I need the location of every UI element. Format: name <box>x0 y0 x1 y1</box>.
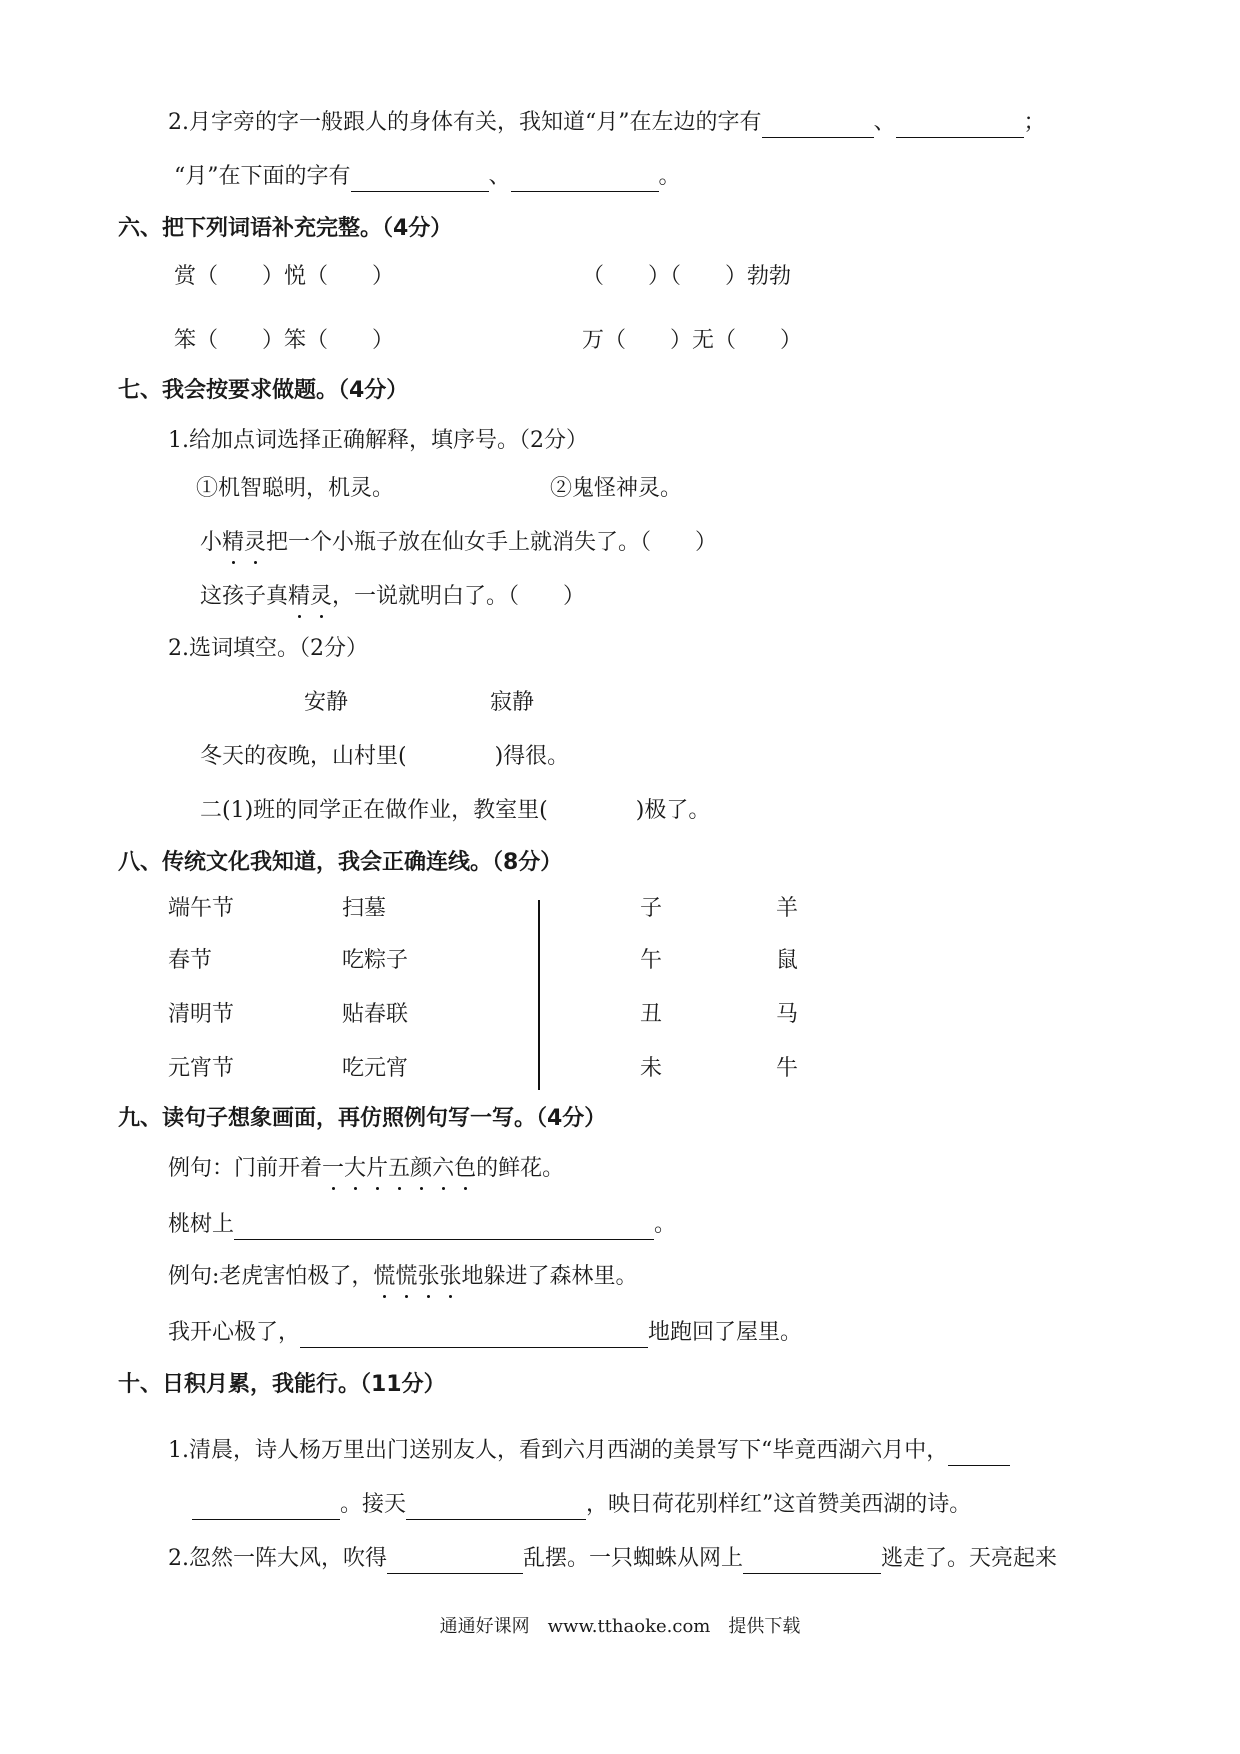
festival-item: 清明节 <box>168 1002 235 1027</box>
q8-heading: 八、传统文化我知道，我会正确连线。（8分） <box>118 850 563 875</box>
festival-item: 端午节 <box>168 896 235 921</box>
custom-item: 扫墓 <box>342 896 387 921</box>
animal-item: 鼠 <box>776 948 799 973</box>
answer-blank[interactable] <box>351 167 489 192</box>
text: 把一个小瓶子放在仙女手上就消失了。（ ） <box>266 530 718 555</box>
separator: 、 <box>873 110 896 135</box>
answer-blank[interactable] <box>192 1495 340 1520</box>
text: 的鲜花。 <box>476 1156 565 1181</box>
text: 例句：门前开着 <box>168 1156 323 1181</box>
q7-option2: ②鬼怪神灵。 <box>550 476 683 501</box>
custom-item: 吃元宵 <box>342 1056 409 1081</box>
separator: 、 <box>488 164 511 189</box>
answer-blank[interactable] <box>406 1495 586 1520</box>
dotted-char: 灵 <box>244 528 266 558</box>
answer-blank[interactable] <box>511 167 659 192</box>
dotted-char: 大 <box>344 1154 366 1184</box>
q10-item1-line1 <box>168 1436 1010 1466</box>
festival-item: 元宵节 <box>168 1056 235 1081</box>
q7-sentence2 <box>200 582 585 612</box>
branch-item: 未 <box>640 1056 663 1081</box>
q5-item2-line1 <box>168 108 1046 138</box>
dotted-char: 慌 <box>373 1262 395 1292</box>
q6-row1-right: （ ）（ ）勃勃 <box>582 264 792 289</box>
branch-item: 子 <box>640 896 663 921</box>
answer-blank[interactable] <box>948 1441 1010 1466</box>
dotted-char: 精 <box>288 582 310 612</box>
custom-item: 吃粽子 <box>342 948 409 973</box>
custom-item: 贴春联 <box>342 1002 409 1027</box>
q6-row1-left: 赏（ ）悦（ ） <box>174 264 395 289</box>
animal-item: 牛 <box>776 1056 799 1081</box>
text: 地跑回了屋里。 <box>648 1320 803 1345</box>
dotted-char: 精 <box>222 528 244 558</box>
text: 这孩子真 <box>200 584 289 609</box>
q5-item2-text2: “月”在下面的字有 <box>174 164 351 189</box>
text: 。接天 <box>340 1492 407 1517</box>
divider-line <box>538 900 540 1090</box>
dotted-char: 慌 <box>395 1262 417 1292</box>
period: 。 <box>658 164 681 189</box>
dotted-char: 张 <box>439 1262 461 1292</box>
q7-sentence1 <box>200 528 717 558</box>
dotted-char: 片 <box>366 1154 388 1184</box>
text: 地躲进了森林里。 <box>461 1264 638 1289</box>
q10-heading: 十、日积月累，我能行。（11分） <box>118 1372 446 1397</box>
dotted-char: 一 <box>322 1154 344 1184</box>
dotted-char: 张 <box>417 1262 439 1292</box>
dotted-char: 色 <box>454 1154 476 1184</box>
text: 桃树上 <box>168 1212 235 1237</box>
dotted-char: 五 <box>388 1154 410 1184</box>
dotted-char: 灵 <box>310 582 332 612</box>
q6-row2-left: 笨（ ）笨（ ） <box>174 328 395 353</box>
text: ，映日荷花别样红”这首赞美西湖的诗。 <box>586 1492 972 1517</box>
text: 逃走了。天亮起来 <box>881 1546 1058 1571</box>
q7-word1: 安静 <box>304 690 349 715</box>
text: 例句:老虎害怕极了， <box>168 1264 374 1289</box>
animal-item: 马 <box>776 1002 799 1027</box>
text: 。 <box>654 1212 677 1237</box>
q7-word2: 寂静 <box>490 690 535 715</box>
answer-blank[interactable] <box>743 1549 881 1574</box>
q7-sub2: 2.选词填空。（2分） <box>168 636 368 661</box>
q7-option1: ①机智聪明，机灵。 <box>196 476 395 501</box>
q5-item2-line2 <box>174 162 681 192</box>
q9-example2 <box>168 1262 638 1292</box>
q9-example1 <box>168 1154 564 1184</box>
q6-row2-right: 万（ ）无（ ） <box>582 328 803 353</box>
text: 我开心极了， <box>168 1320 301 1345</box>
branch-item: 丑 <box>640 1002 663 1027</box>
q7-heading: 七、我会按要求做题。（4分） <box>118 378 409 403</box>
branch-item: 午 <box>640 948 663 973</box>
page-footer: 通通好课网 www.tthaoke.com 提供下载 <box>439 1616 801 1637</box>
answer-blank[interactable] <box>762 113 874 138</box>
festival-item: 春节 <box>168 948 213 973</box>
q6-heading: 六、把下列词语补充完整。（4分） <box>118 216 453 241</box>
text: 2.忽然一阵大风，吹得 <box>168 1546 387 1571</box>
q7-fill1: 冬天的夜晚，山村里( )得很。 <box>200 744 570 769</box>
q10-item1-line2 <box>192 1490 971 1520</box>
text: 小 <box>200 530 223 555</box>
q9-heading: 九、读句子想象画面，再仿照例句写一写。（4分） <box>118 1106 607 1131</box>
text: ，一说就明白了。（ ） <box>332 584 586 609</box>
dotted-char: 颜 <box>410 1154 432 1184</box>
answer-blank[interactable] <box>234 1215 654 1240</box>
separator: ； <box>1023 110 1046 135</box>
answer-blank[interactable] <box>896 113 1024 138</box>
text: 1.清晨，诗人杨万里出门送别友人，看到六月西湖的美景写下“毕竟西湖六月中， <box>168 1438 949 1463</box>
text: 乱摆。一只蜘蛛从网上 <box>523 1546 744 1571</box>
answer-blank[interactable] <box>387 1549 523 1574</box>
q7-fill2: 二(1)班的同学正在做作业，教室里( )极了。 <box>200 798 711 823</box>
q7-sub1: 1.给加点词选择正确解释，填序号。（2分） <box>168 428 588 453</box>
animal-item: 羊 <box>776 896 799 921</box>
q9-line2 <box>168 1318 802 1348</box>
answer-blank[interactable] <box>300 1323 648 1348</box>
q5-item2-text: 2.月字旁的字一般跟人的身体有关，我知道“月”在左边的字有 <box>168 110 762 135</box>
q10-item2-line1 <box>168 1544 1057 1574</box>
q9-line1 <box>168 1210 676 1240</box>
dotted-char: 六 <box>432 1154 454 1184</box>
